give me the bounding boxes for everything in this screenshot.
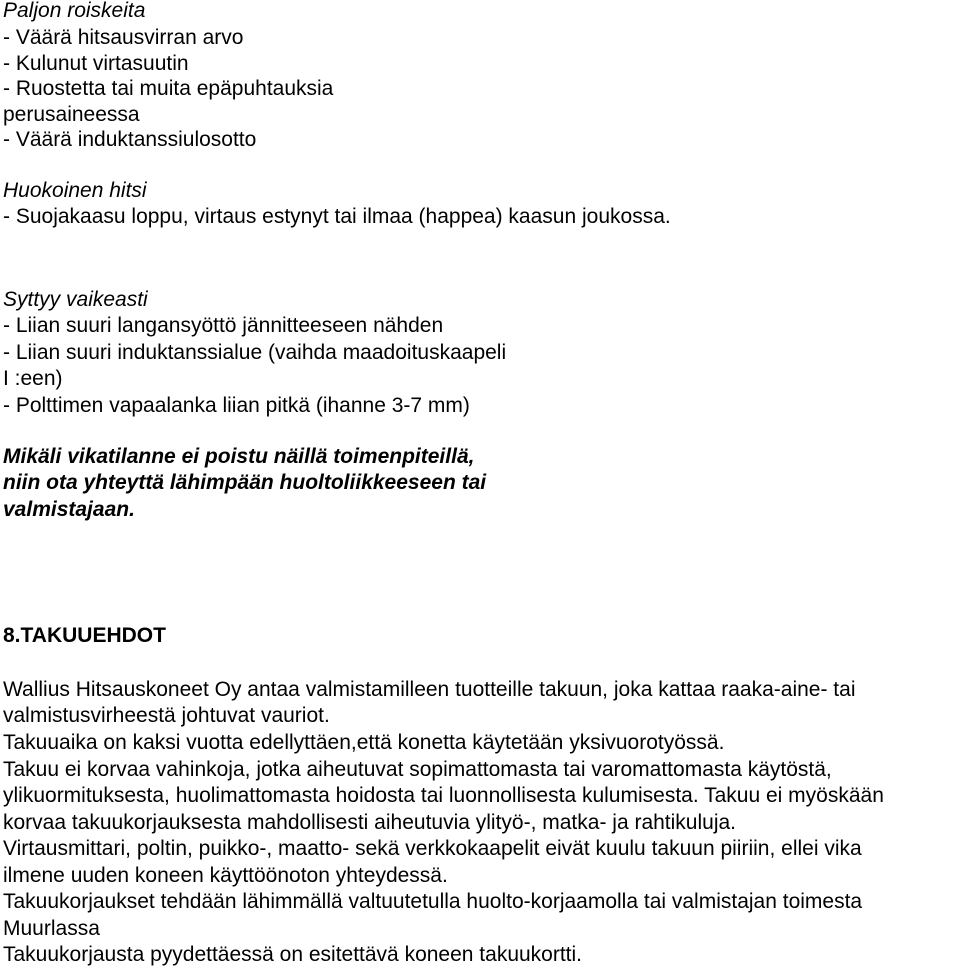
- warranty-line: korvaa takuukorjauksesta mahdollisesti aiheutuvia ylityö-, matka- ja rahtikuluja.: [3, 811, 737, 834]
- list-item: perusaineessa: [3, 103, 140, 126]
- list-item: - Liian suuri induktanssialue (vaihda maadoituskaapeli: [3, 341, 507, 364]
- list-item: - Polttimen vapaalanka liian pitkä (ihanne 3-7 mm): [3, 394, 470, 417]
- warranty-line: ylikuormituksesta, huolimattomasta hoidosta tai luonnollisesta kulumisesta. Takuu ei myöskään: [3, 784, 884, 807]
- list-item: - Väärä hitsausvirran arvo: [3, 26, 244, 49]
- warranty-line: ilmene uuden koneen käyttöönoton yhteydessä.: [3, 864, 448, 887]
- notice-line: niin ota yhteyttä lähimpään huoltoliikkeeseen tai: [3, 471, 487, 494]
- list-item: - Kulunut virtasuutin: [3, 52, 189, 75]
- warranty-line: Takuuaika on kaksi vuotta edellyttäen,että konetta käytetään yksivuorotyössä.: [3, 731, 725, 754]
- list-item: - Ruostetta tai muita epäpuhtauksia: [3, 77, 334, 100]
- warranty-line: Wallius Hitsauskoneet Oy antaa valmistamilleen tuotteille takuun, joka kattaa raaka-aine- tai: [3, 678, 856, 701]
- notice-line: Mikäli vikatilanne ei poistu näillä toimenpiteillä,: [3, 445, 475, 468]
- list-item: - Suojakaasu loppu, virtaus estynyt tai ilmaa (happea) kaasun joukossa.: [3, 205, 671, 228]
- warranty-line: Virtausmittari, poltin, puikko-, maatto- sekä verkkokaapelit eivät kuulu takuun piiriin, ellei vika: [3, 837, 862, 860]
- section-title-porous-weld: Huokoinen hitsi: [3, 179, 147, 202]
- list-item: - Väärä induktanssiulosotto: [3, 128, 257, 151]
- warranty-line: Takuukorjaukset tehdään lähimmällä valtuutetulla huolto-korjaamolla tai valmistajan toimesta: [3, 890, 863, 913]
- warranty-line: Muurlassa: [3, 917, 100, 940]
- section-title-hard-ignition: Syttyy vaikeasti: [3, 288, 148, 311]
- warranty-line: valmistusvirheestä johtuvat vauriot.: [3, 704, 330, 727]
- list-item: - Liian suuri langansyöttö jännitteeseen nähden: [3, 314, 444, 337]
- list-item: I :een): [3, 367, 63, 390]
- warranty-line: Takuukorjausta pyydettäessä on esitettävä koneen takuukortti.: [3, 943, 583, 966]
- notice-line: valmistajaan.: [3, 498, 135, 521]
- section-title-spatter: Paljon roiskeita: [3, 0, 146, 22]
- warranty-line: Takuu ei korvaa vahinkoja, jotka aiheutuvat sopimattomasta tai varomattomasta käytöstä,: [3, 758, 832, 781]
- warranty-heading: 8.TAKUUEHDOT: [3, 624, 166, 647]
